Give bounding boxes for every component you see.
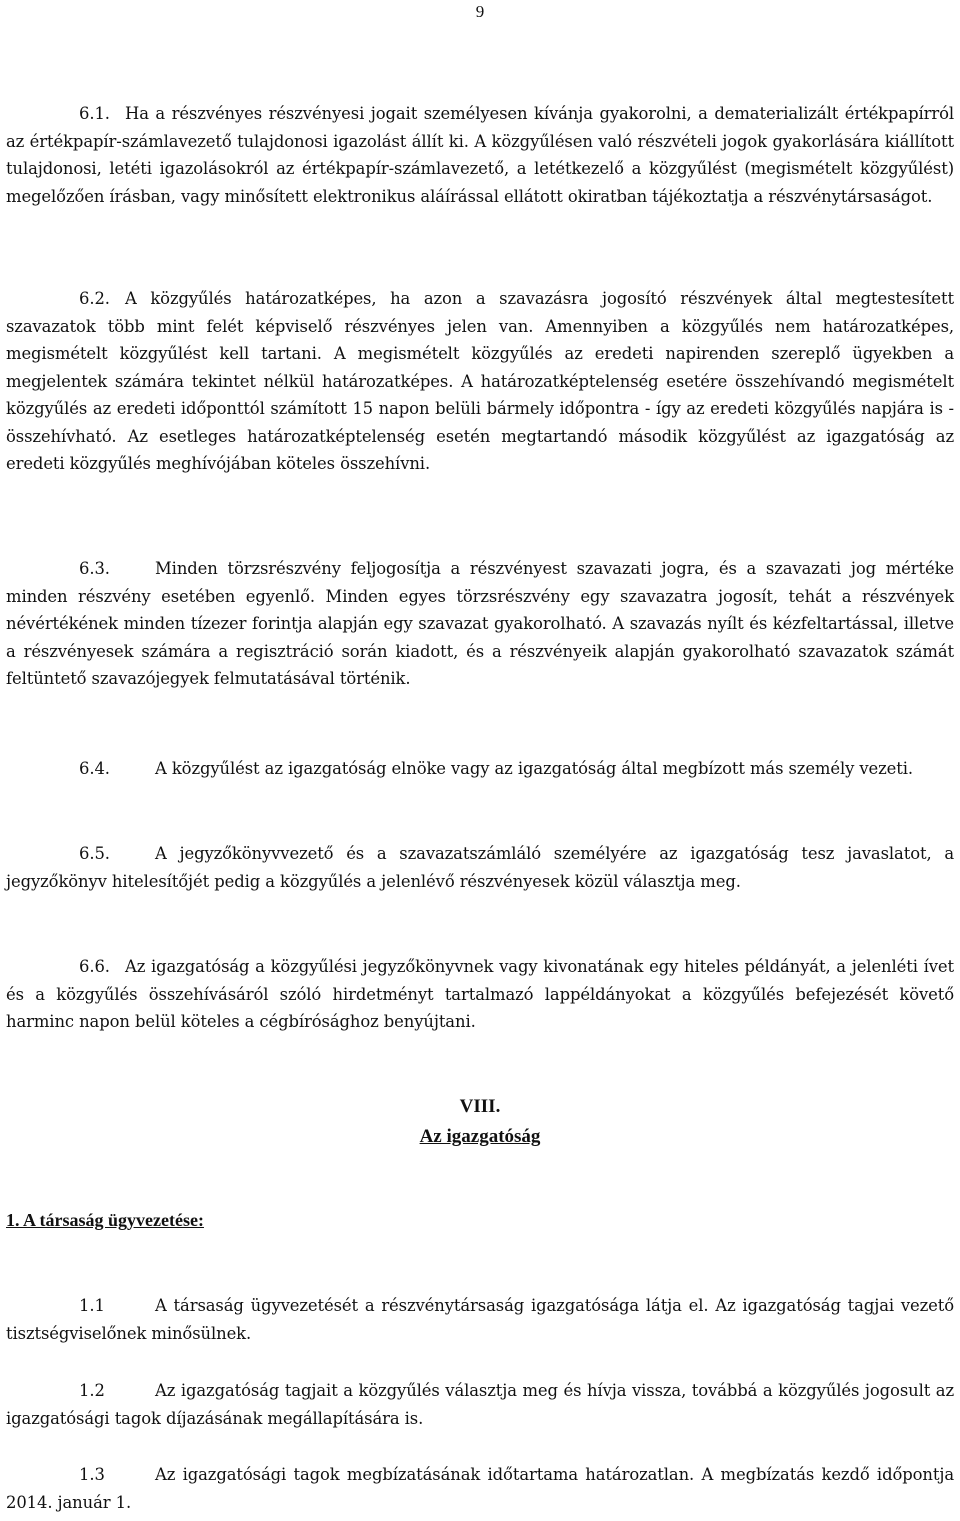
paragraph-number: 6.1. bbox=[79, 104, 110, 123]
section-title: Az igazgatóság bbox=[419, 1126, 541, 1147]
paragraph-6-1 bbox=[6, 100, 954, 210]
paragraph-6-2 bbox=[6, 285, 954, 478]
paragraph-text: A jegyzőkönyvvezető és a szavazatszámláló személyére az igazgatóság tesz javaslatot, a jegyzőkönyv hitelesítőjét pedig a közgyűlés a jelenlévő részvényesek közül választja meg. bbox=[6, 844, 954, 891]
paragraph-1-3 bbox=[6, 1461, 954, 1516]
paragraph-text: Az igazgatóság tagjait a közgyűlés választja meg és hívja vissza, továbbá a közgyűlés jogosult az igazgatósági tagok díjazásának megállapítására is. bbox=[6, 1381, 954, 1428]
paragraph-number: 6.6. bbox=[79, 957, 110, 976]
paragraph-text: Minden törzsrészvény feljogosítja a részvényest szavazati jogra, és a szavazati jog mértéke minden részvény esetében egyenlő. Minden egyes törzsrészvény egy szavazatra jogosít, tehát a részvények névértékének minden tízezer forintja alapján egy szavazat gyakorolható. A szavazás nyílt és kézfeltartással, illetve a részvényesek számára a regisztráció során kiadott, és a részvényeik alapján gyakorolható szavazatok számát feltüntető szavazójegyek felmutatásával történik. bbox=[6, 559, 954, 688]
subsection-title: 1. A társaság ügyvezetése: bbox=[6, 1210, 204, 1230]
paragraph-number: 6.2. bbox=[79, 289, 110, 308]
paragraph-text: Az igazgatóság a közgyűlési jegyzőkönyvnek vagy kivonatának egy hiteles példányát, a jelenléti ívet és a közgyűlés összehívásáról szóló hirdetményt tartalmazó lappéldányokat a közgyűlés befejezését követő harminc napon belül köteles a cégbírósághoz benyújtani. bbox=[6, 957, 954, 1031]
paragraph-6-6 bbox=[6, 953, 954, 1036]
paragraph-text: A közgyűlést az igazgatóság elnöke vagy az igazgatóság által megbízott más személy vezeti. bbox=[155, 759, 914, 778]
paragraph-number: 6.4. bbox=[79, 759, 110, 778]
paragraph-number: 1.1 bbox=[79, 1296, 105, 1315]
section-roman-numeral: VIII. bbox=[459, 1096, 501, 1117]
paragraph-6-5 bbox=[6, 840, 954, 895]
page-number: 9 bbox=[475, 2, 485, 21]
paragraph-6-3 bbox=[6, 555, 954, 693]
paragraph-text: A társaság ügyvezetését a részvénytársaság igazgatósága látja el. Az igazgatóság tagjai vezető tisztségviselőnek minősülnek. bbox=[6, 1296, 954, 1343]
paragraph-number: 1.2 bbox=[79, 1381, 105, 1400]
paragraph-1-2 bbox=[6, 1377, 954, 1432]
document-page bbox=[6, 0, 954, 1521]
paragraph-6-4 bbox=[6, 755, 954, 783]
paragraph-number: 6.3. bbox=[79, 559, 110, 578]
paragraph-text: Ha a részvényes részvényesi jogait személyesen kívánja gyakorolni, a dematerializált értékpapírról az értékpapír-számlavezető tulajdonosi igazolást állít ki. A közgyűlésen való részvételi jogok gyakorlására kiállított tulajdonosi, letéti igazolásokról az értékpapír-számlavezető, a letétkezelő a közgyűlést (megismételt közgyűlést) megelőzően írásban, vagy minősített elektronikus aláírással ellátott okiratban tájékoztatja a részvénytársaságot. bbox=[6, 104, 954, 206]
paragraph-text: A közgyűlés határozatképes, ha azon a szavazásra jogosító részvények által megtestesített szavazatok több mint felét képviselő részvényes jelen van. Amennyiben a közgyűlés nem határozatképes, megismételt közgyűlést kell tartani. A megismételt közgyűlés az eredeti napirenden szereplő ügyekben a megjelentek számára tekintet nélkül határozatképes. A határozatképtelenség esetére összehívandó megismételt közgyűlés az eredeti időponttól számított 15 napon belüli bármely időpontra - így az eredeti közgyűlés napjára is - összehívható. Az esetleges határozatképtelenség esetén megtartandó második közgyűlést az igazgatóság az eredeti közgyűlés meghívójában köteles összehívni. bbox=[6, 289, 954, 473]
paragraph-number: 6.5. bbox=[79, 844, 110, 863]
paragraph-number: 1.3 bbox=[79, 1465, 105, 1484]
paragraph-1-1 bbox=[6, 1292, 954, 1347]
paragraph-text: Az igazgatósági tagok megbízatásának időtartama határozatlan. A megbízatás kezdő időpontja 2014. január 1. bbox=[6, 1465, 954, 1512]
